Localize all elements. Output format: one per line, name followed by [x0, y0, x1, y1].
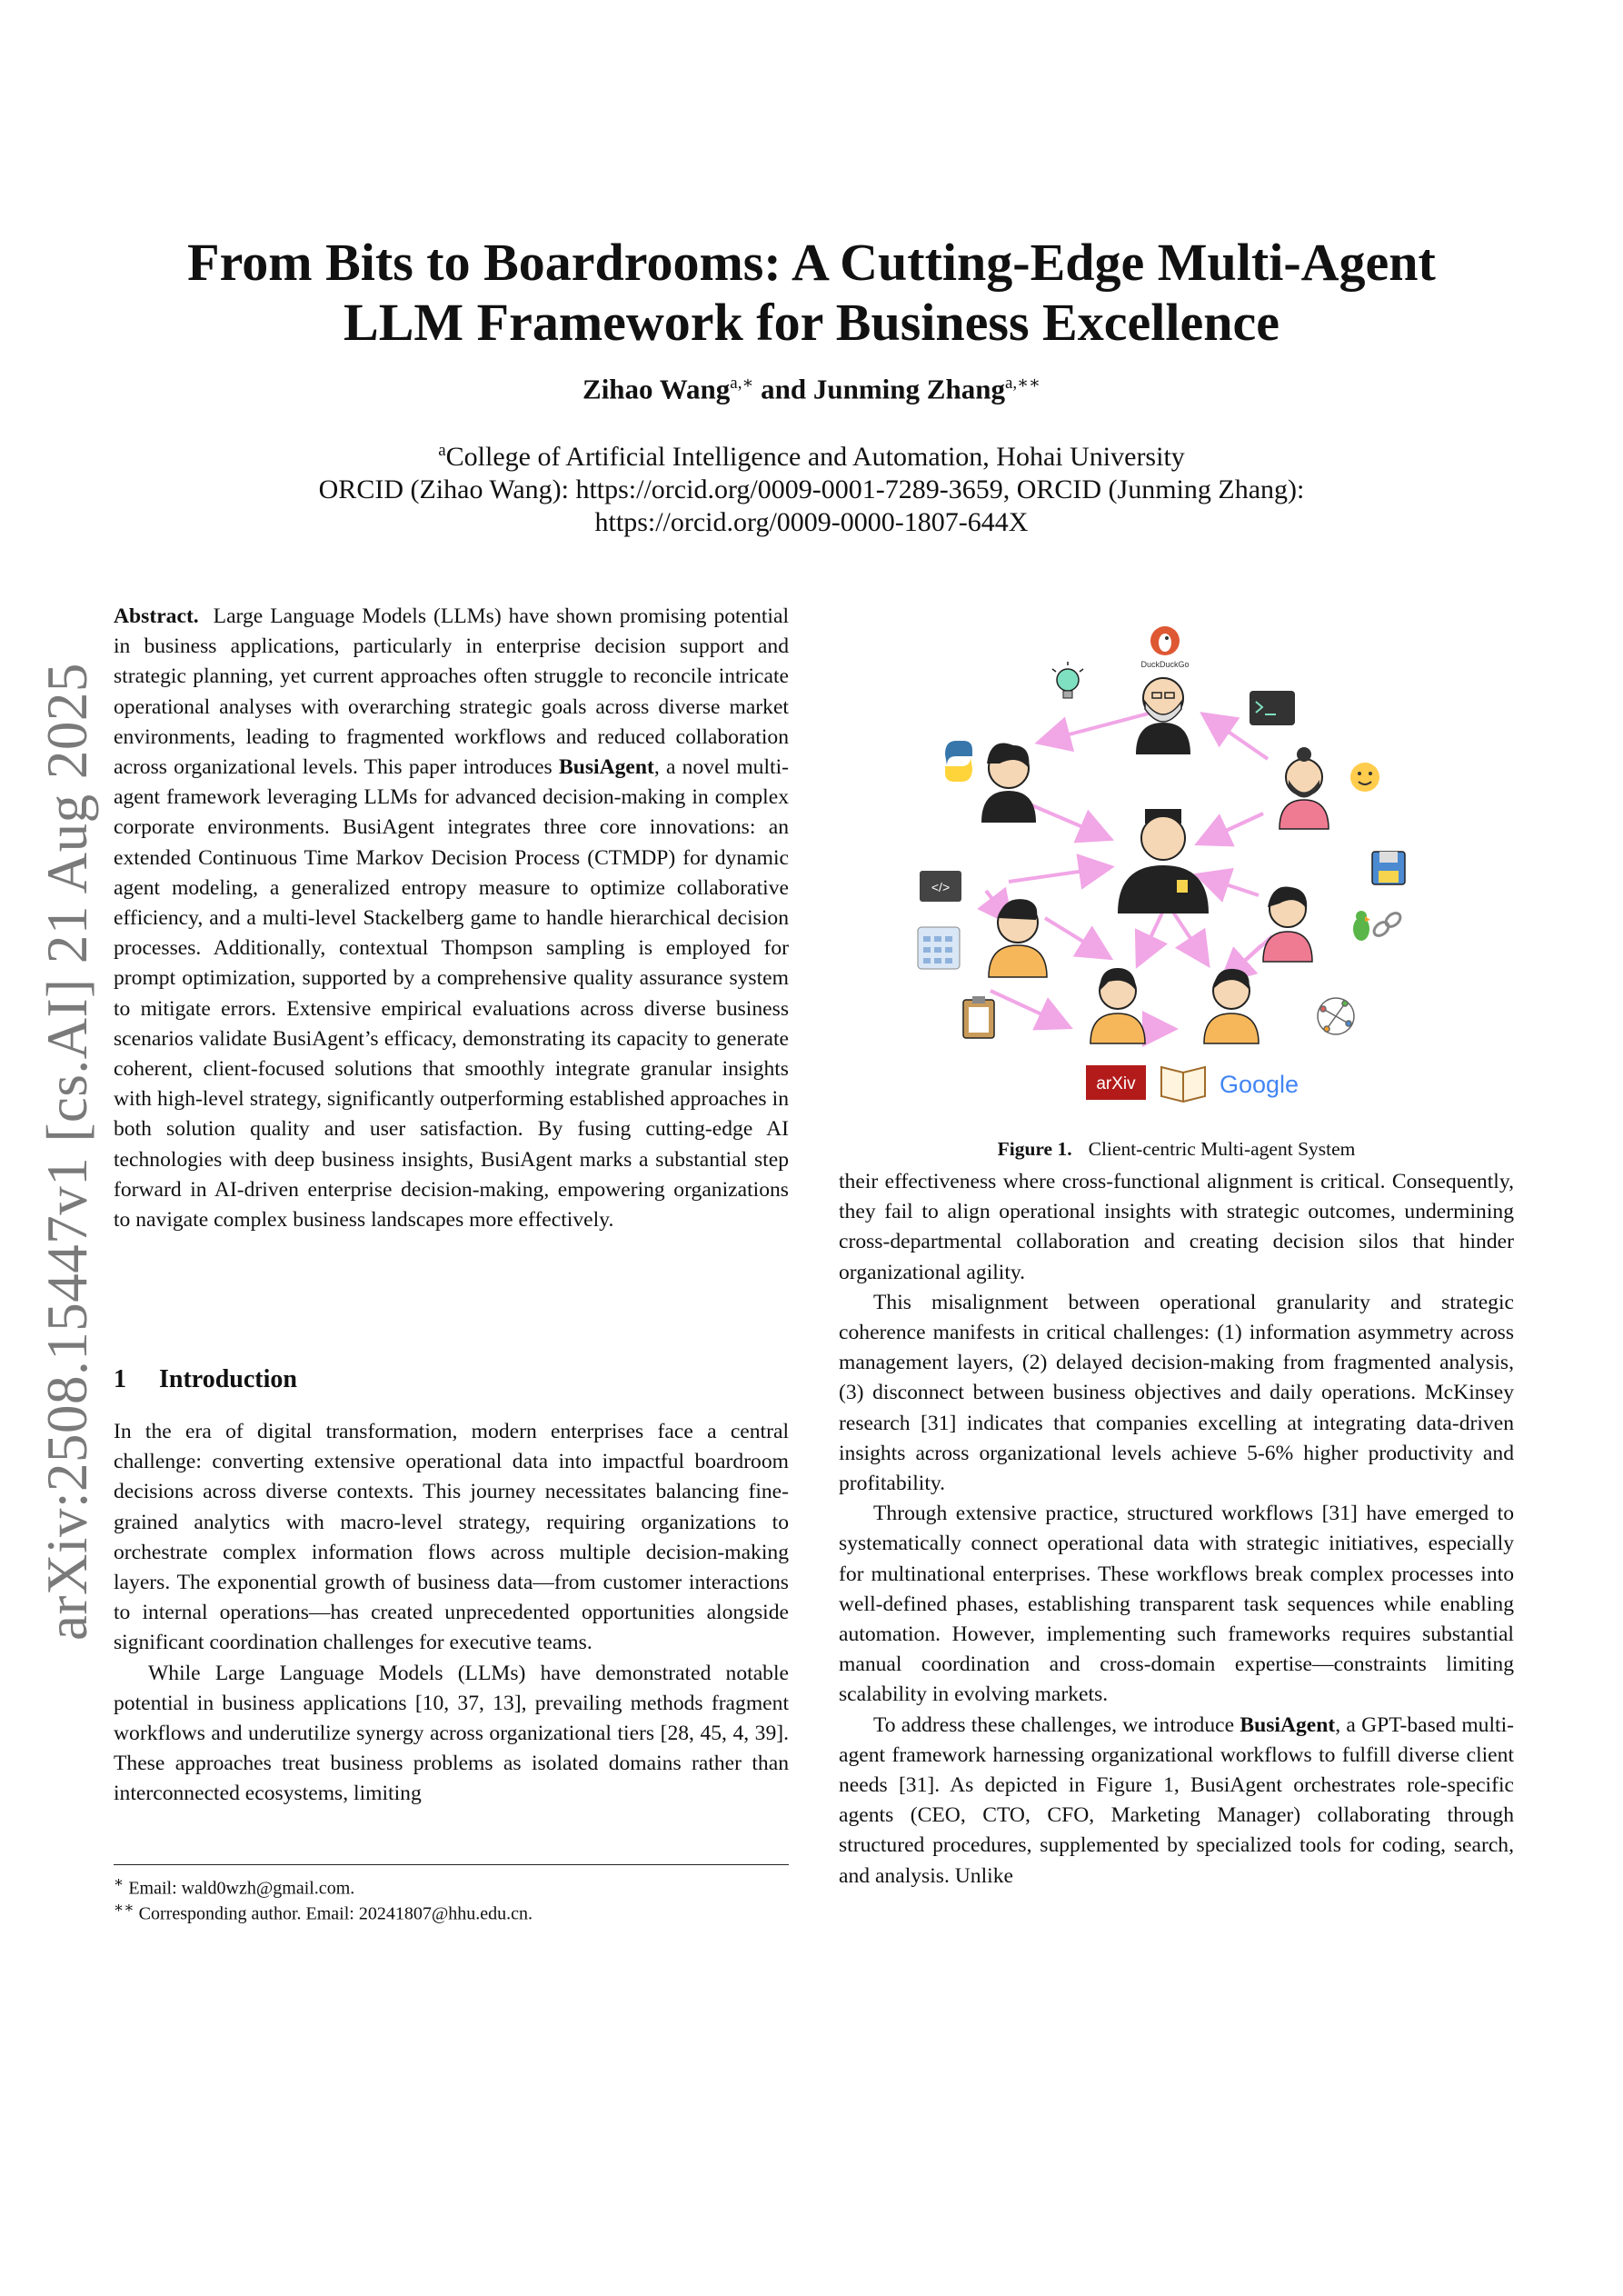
arxiv-watermark: arXiv:2508.15447v1 [cs.AI] 21 Aug 2025 — [35, 663, 99, 1641]
google-logo-icon — [1220, 1071, 1299, 1098]
center-agent-icon — [1118, 809, 1209, 913]
affiliation-mark: a — [438, 441, 446, 460]
affiliation-block — [0, 434, 1623, 539]
footnote-1-mark: ∗ — [114, 1873, 124, 1891]
parrot-icon — [1353, 911, 1370, 941]
duckduckgo-icon — [1140, 626, 1189, 669]
lightbulb-icon — [1052, 662, 1083, 698]
network-graph-icon — [1318, 998, 1354, 1034]
right-paragraph-4 — [839, 1711, 1514, 1892]
title-line-1: From Bits to Boardrooms: A Cutting-Edge Multi-Agent — [187, 233, 1436, 292]
agent-right-middle-icon — [1263, 886, 1312, 962]
right-paragraph-4-b: , a GPT-based multi-agent framework harnessing organizational workflows to fulfill diverse client needs [31]. As depicted in Figure 1, BusiAgent orchestrates role-specific agents (CEO, CTO, CFO, Marketing Manager) collaborating through structured procedures, supplemented by specialized tools for coding, search, and analysis. Unlike — [839, 1712, 1514, 1888]
right-paragraph-1: their effectiveness where cross-functional alignment is critical. Consequently, they fail to align operational insights with strategic outcomes, undermining cross-departmental collaboration and creating decision silos that hinder organizational agility. — [839, 1170, 1514, 1284]
author-conjunction: and — [761, 373, 807, 405]
agent-left-middle-icon — [989, 899, 1047, 977]
abstract-text-b: , a novel multi-agent framework leveraging LLMs for advanced decision-making in complex corporate environments. BusiAgent integrates three core innovations: an extended Continuous Time Markov Decision Process (CTMDP) for dynamic agent modeling, a generalized entropy measure to optimize collaborative efficiency, and a multi-level Stackelberg game to handle hierarchical decision processes. Additionally, contextual Thompson sampling is employed for prompt optimization, supported by a comprehensive quality assurance system to mitigate errors. Extensive empirical evaluations across diverse business scenarios validate BusiAgent’s efficacy, demonstrating its capacity to generate coherent, client-focused solutions that smoothly integrate granular insights with high-level strategy, significantly outperforming established approaches in both solution quality and user satisfaction. By fusing cutting-edge AI technologies with deep business insights, BusiAgent marks a substantial step forward in AI-driven enterprise decision-making, empowering organizations to navigate complex business landscapes more effectively. — [114, 755, 789, 1233]
abstract-text-a: Large Language Models (LLMs) have shown promising potential in business applications, particularly in enterprise decision support and strategic planning, yet current approaches often struggle to reconcile intricate operational analyses with overarching strategic goals across diverse market environments, leading to fragmented workflows and reduced collaboration across organizational levels. This paper introduces — [114, 604, 790, 780]
section-number: 1 — [114, 1365, 126, 1393]
section-title: Introduction — [159, 1365, 297, 1393]
paper-title — [0, 233, 1623, 353]
intro-paragraph-1: In the era of digital transformation, modern enterprises face a central challenge: converting extensive operational data into impactful boardroom decisions across diverse contexts. This journey necessitates balancing fine-grained analytics with macro-level strategy, requiring organizations to orchestrate complex information flows across multiple decision-making layers. The exponential growth of business data—from customer interactions to internal operations—has created unprecedented opportunities alongside significant coordination challenges for executive teams. — [114, 1420, 789, 1655]
duckduckgo-label: DuckDuckGo — [1140, 660, 1190, 669]
calculator-icon — [918, 927, 960, 969]
right-paragraph-3: Through extensive practice, structured workflows [31] have emerged to systematically connect operational data with strategic initiatives, especially for multinational enterprises. These workflows break complex processes into well-defined phases, establishing transparent task sequences while enabling automation. However, implementing such frameworks requires substantial manual coordination and cross-domain expertise—constraints limiting scalability in evolving markets. — [839, 1502, 1514, 1707]
footnote-rule — [114, 1864, 789, 1865]
author-2-affil-mark: a,∗∗ — [1004, 374, 1041, 393]
introduction-body — [114, 1417, 789, 1810]
hugging-face-icon — [1350, 763, 1379, 792]
footnote-2-text: Corresponding author. Email: 20241807@hhu.edu.cn. — [138, 1903, 533, 1924]
save-disk-icon — [1372, 852, 1405, 884]
agent-right-top-icon — [1279, 747, 1329, 829]
footnote-2 — [114, 1895, 789, 1927]
footnote-2-mark: ∗∗ — [114, 1899, 134, 1916]
affiliation-orcid-line[interactable]: ORCID (Zihao Wang): https://orcid.org/0009-0001-7289-3659, ORCID (Junming Zhang): — [318, 474, 1305, 504]
author-list — [0, 373, 1623, 405]
author-1-affil-mark: a,∗ — [730, 374, 754, 393]
agent-bottom-left-icon — [1090, 968, 1145, 1043]
google-logo-label: Google — [1220, 1071, 1299, 1098]
figure-1-label: Figure 1. — [997, 1138, 1072, 1160]
abstract-busiagent: BusiAgent — [558, 755, 654, 780]
agent-left-top-icon — [981, 744, 1036, 824]
code-window-icon — [920, 871, 961, 902]
footnote-1-text: Email: wald0wzh@gmail.com. — [128, 1878, 355, 1899]
section-heading-introduction — [114, 1365, 297, 1394]
abstract — [114, 602, 789, 1235]
python-icon — [945, 741, 972, 782]
affiliation-orcid-line-2[interactable]: https://orcid.org/0009-0000-1807-644X — [594, 507, 1029, 537]
chain-link-icon — [1371, 911, 1403, 939]
author-2: Junming Zhang — [812, 373, 1005, 405]
affiliation-line-1: College of Artificial Intelligence and Automation, Hohai University — [445, 442, 1185, 472]
figure-1-diagram — [900, 618, 1445, 1113]
figure-1-caption-text: Client-centric Multi-agent System — [1088, 1138, 1356, 1160]
author-1: Zihao Wang — [582, 373, 731, 405]
clipboard-icon — [963, 996, 994, 1038]
agent-bottom-right-icon — [1204, 969, 1259, 1043]
figure-1-caption — [839, 1138, 1514, 1161]
book-icon — [1161, 1067, 1205, 1102]
intro-paragraph-2: While Large Language Models (LLMs) have demonstrated notable potential in business applications [10, 37, 13], prevailing methods fragment workflows and underutilize synergy across organizational tiers [28, 45, 4, 39]. These approaches treat business problems as isolated domains rather than interconnected ecosystems, limiting — [114, 1661, 789, 1806]
terminal-icon — [1250, 691, 1295, 725]
arxiv-logo-icon — [1086, 1065, 1146, 1100]
svg-text:</>: </> — [931, 880, 951, 894]
right-column-body — [839, 1167, 1514, 1892]
right-paragraph-2: This misalignment between operational granularity and strategic coherence manifests in critical challenges: (1) information asymmetry across management layers, (2) delayed decision-making from fragmented analysis, (3) disconnect between business objectives and daily operations. McKinsey research [31] indicates that companies excelling at integrating data-driven insights across organizational levels achieve 5-6% higher productivity and profitability. — [839, 1290, 1514, 1496]
right-paragraph-4-a: To address these challenges, we introduce — [873, 1712, 1240, 1737]
arxiv-logo-label: arXiv — [1096, 1074, 1136, 1093]
abstract-label: Abstract. — [114, 604, 199, 628]
title-line-2: LLM Framework for Business Excellence — [344, 293, 1279, 352]
right-paragraph-4-busiagent: BusiAgent — [1240, 1712, 1336, 1737]
